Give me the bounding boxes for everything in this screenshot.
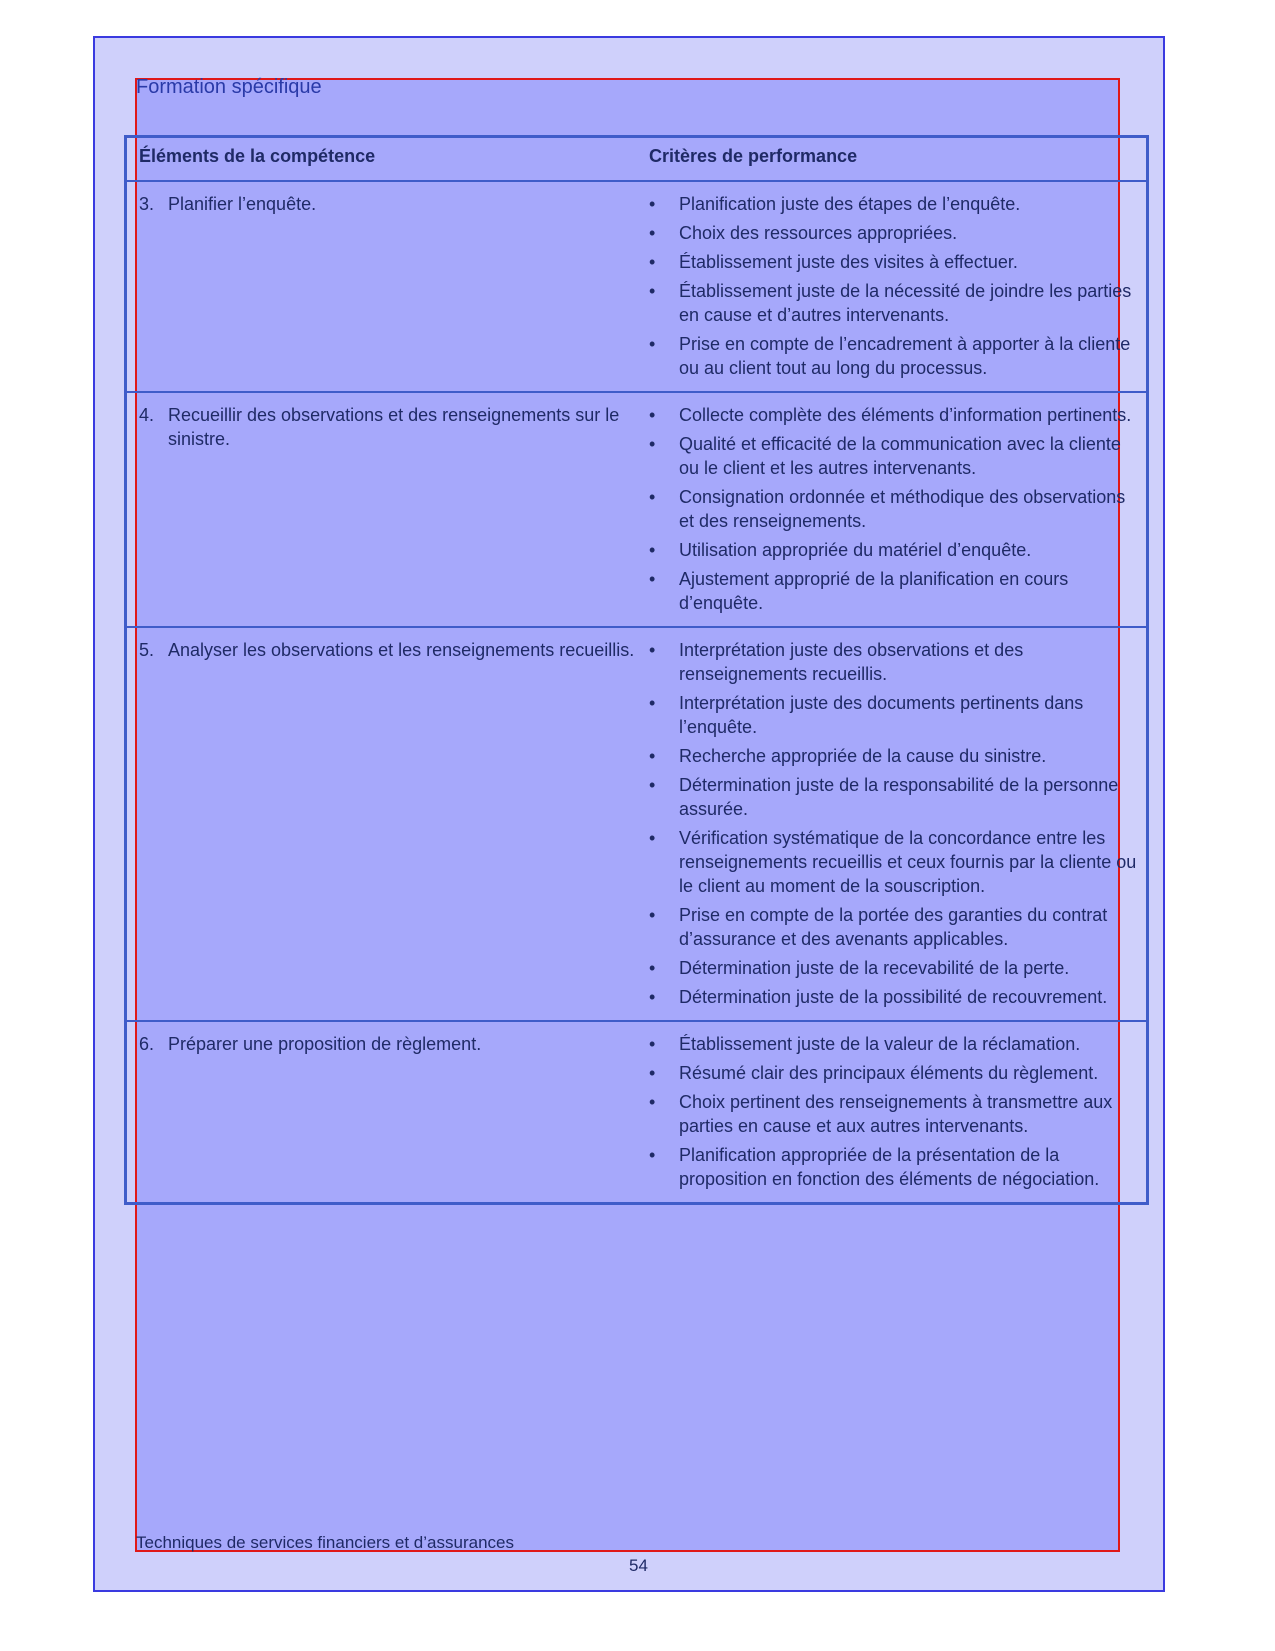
section-title: Formation spécifique: [136, 76, 322, 98]
element-number: 4.: [139, 405, 155, 425]
list-item: [649, 279, 1146, 327]
competence-element: [139, 403, 649, 451]
bullet-icon: •: [649, 1145, 656, 1165]
list-item: [649, 1143, 1146, 1191]
page-number: 54: [629, 1556, 648, 1575]
element-number: 5.: [139, 640, 155, 660]
list-item: [649, 538, 1146, 562]
list-item: [649, 1032, 1146, 1056]
criterion-text: Choix des ressources appropriées.: [679, 223, 958, 243]
criterion-text: Détermination juste de la responsabilité de la personne assurée.: [679, 775, 1119, 819]
bullet-icon: •: [649, 987, 656, 1007]
list-item: [649, 903, 1146, 951]
element-number: 6.: [139, 1034, 155, 1054]
list-item: [649, 1061, 1146, 1085]
bullet-icon: •: [649, 281, 656, 301]
criteria-list: [649, 403, 1146, 615]
criterion-text: Utilisation appropriée du matériel d’enquête.: [679, 540, 1032, 560]
criterion-text: Établissement juste des visites à effectuer.: [679, 252, 1018, 272]
element-text: Planifier l’enquête.: [168, 194, 317, 214]
bullet-icon: •: [649, 194, 656, 214]
criterion-text: Prise en compte de la portée des garanties du contrat d’assurance et des avenants applicables.: [679, 905, 1108, 949]
list-item: [649, 826, 1146, 898]
criteria-cell: [649, 181, 1148, 392]
list-item: [649, 192, 1146, 216]
criteria-list: [649, 192, 1146, 380]
element-number: 3.: [139, 194, 155, 214]
criterion-text: Résumé clair des principaux éléments du règlement.: [679, 1063, 1099, 1083]
criterion-text: Établissement juste de la nécessité de joindre les parties en cause et d’autres intervenants.: [679, 281, 1132, 325]
header-criteria: Critères de performance: [649, 137, 1148, 182]
list-item: [649, 567, 1146, 615]
bullet-icon: •: [649, 405, 656, 425]
criterion-text: Interprétation juste des documents pertinents dans l’enquête.: [679, 693, 1084, 737]
table-row: [126, 392, 1148, 627]
bullet-icon: •: [649, 334, 656, 354]
criterion-text: Établissement juste de la valeur de la réclamation.: [679, 1034, 1081, 1054]
bullet-icon: •: [649, 540, 656, 560]
element-cell: [126, 627, 650, 1021]
criterion-text: Détermination juste de la recevabilité de la perte.: [679, 958, 1070, 978]
criteria-cell: [649, 627, 1148, 1021]
criterion-text: Planification juste des étapes de l’enquête.: [679, 194, 1021, 214]
bullet-icon: •: [649, 958, 656, 978]
list-item: [649, 691, 1146, 739]
criteria-list: [649, 1032, 1146, 1191]
competence-element: [139, 638, 649, 662]
bullet-icon: •: [649, 746, 656, 766]
list-item: [649, 332, 1146, 380]
footer-text: Techniques de services financiers et d’assurances: [136, 1533, 514, 1552]
table-row: [126, 181, 1148, 392]
bullet-icon: •: [649, 1034, 656, 1054]
bullet-icon: •: [649, 693, 656, 713]
criterion-text: Prise en compte de l’encadrement à apporter à la cliente ou au client tout au long du processus.: [679, 334, 1131, 378]
criterion-text: Vérification systématique de la concordance entre les renseignements recueillis et ceux fournis par la cliente ou le client au moment de la souscription.: [679, 828, 1137, 896]
element-cell: [126, 181, 650, 392]
bullet-icon: •: [649, 828, 656, 848]
competence-element: [139, 1032, 649, 1056]
competence-table: [124, 135, 1149, 1205]
competence-element: [139, 192, 649, 216]
list-item: [649, 773, 1146, 821]
list-item: [649, 432, 1146, 480]
list-item: [649, 221, 1146, 245]
bullet-icon: •: [649, 569, 656, 589]
criterion-text: Qualité et efficacité de la communication avec la cliente ou le client et les autres intervenants.: [679, 434, 1121, 478]
criterion-text: Choix pertinent des renseignements à transmettre aux parties en cause et aux autres intervenants.: [679, 1092, 1113, 1136]
table-row: [126, 627, 1148, 1021]
bullet-icon: •: [649, 905, 656, 925]
element-text: Analyser les observations et les renseignements recueillis.: [168, 640, 635, 660]
bullet-icon: •: [649, 487, 656, 507]
bullet-icon: •: [649, 1092, 656, 1112]
list-item: [649, 1090, 1146, 1138]
criterion-text: Consignation ordonnée et méthodique des observations et des renseignements.: [679, 487, 1126, 531]
criterion-text: Recherche appropriée de la cause du sinistre.: [679, 746, 1047, 766]
criterion-text: Collecte complète des éléments d’information pertinents.: [679, 405, 1132, 425]
bullet-icon: •: [649, 640, 656, 660]
bullet-icon: •: [649, 252, 656, 272]
bullet-icon: •: [649, 223, 656, 243]
table-row: [126, 1021, 1148, 1204]
criteria-cell: [649, 1021, 1148, 1204]
bullet-icon: •: [649, 434, 656, 454]
criterion-text: Interprétation juste des observations et des renseignements recueillis.: [679, 640, 1024, 684]
criterion-text: Détermination juste de la possibilité de recouvrement.: [679, 987, 1108, 1007]
list-item: [649, 485, 1146, 533]
criteria-cell: [649, 392, 1148, 627]
criterion-text: Planification appropriée de la présentation de la proposition en fonction des éléments de négociation.: [679, 1145, 1100, 1189]
list-item: [649, 638, 1146, 686]
bullet-icon: •: [649, 775, 656, 795]
criterion-text: Ajustement approprié de la planification en cours d’enquête.: [679, 569, 1069, 613]
header-elements: Éléments de la compétence: [126, 137, 650, 182]
list-item: [649, 744, 1146, 768]
criteria-list: [649, 638, 1146, 1009]
list-item: [649, 985, 1146, 1009]
element-cell: [126, 392, 650, 627]
element-text: Recueillir des observations et des renseignements sur le sinistre.: [168, 405, 620, 449]
list-item: [649, 956, 1146, 980]
element-cell: [126, 1021, 650, 1204]
list-item: [649, 403, 1146, 427]
table-header-row: [126, 137, 1148, 182]
element-text: Préparer une proposition de règlement.: [168, 1034, 482, 1054]
list-item: [649, 250, 1146, 274]
bullet-icon: •: [649, 1063, 656, 1083]
